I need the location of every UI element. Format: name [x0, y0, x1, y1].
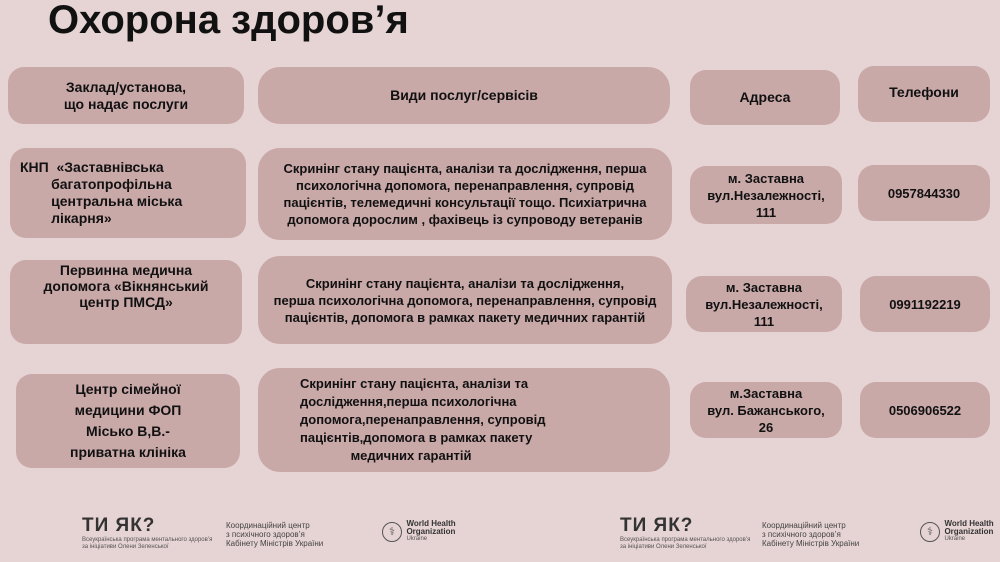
- row1-phone: 0957844330: [858, 165, 990, 221]
- tiyak-logo-text: ТИ ЯК?: [82, 515, 156, 536]
- header-address: Адреса: [690, 70, 840, 125]
- row2-institution: Первинна медична допомога «Вікнянський центр ПМСД»: [10, 260, 242, 344]
- row1-services: Скринінг стану пацієнта, аналізи та дослідження, перша психологічна допомога, перенаправлення, супровід пацієнтів, телемедичні консультації тощо. Психіатрична допомога дорослим , фахівець із супроводу ветеранів: [258, 148, 672, 240]
- footer-coordination-center-2: Координаційний центр з психічного здоров’я Кабінету Міністрів України: [762, 521, 860, 548]
- who-subtitle-2: Ukraine: [944, 536, 966, 542]
- row3-services: Скринінг стану пацієнта, аналізи та дослідження,перша психологічна допомога,перенаправлення, супровід пацієнтів,допомога в рамках пакету медичних гарантій: [258, 368, 670, 472]
- header-services: Види послуг/сервісів: [258, 67, 670, 124]
- who-emblem-icon-2: ⚕: [920, 522, 940, 542]
- who-subtitle: Ukraine: [406, 536, 428, 542]
- row3-phone: 0506906522: [860, 382, 990, 438]
- tiyak-logo-subtitle: Всеукраїнська програма ментального здоров’я за ініціативи Олени Зеленської: [82, 537, 213, 550]
- header-institution: Заклад/установа, що надає послуги: [8, 67, 244, 124]
- tiyak-logo-text-2: ТИ ЯК?: [620, 515, 694, 536]
- page-title: Охорона здоров’я: [48, 0, 409, 42]
- footer-who-logo-2: [920, 520, 994, 555]
- footer-logo-tiyak: [82, 515, 212, 550]
- row1-address: м. Заставна вул.Незалежності, 111: [690, 166, 842, 224]
- row3-address: м.Заставна вул. Бажанського, 26: [690, 382, 842, 438]
- who-text-2: World Health Organization: [944, 519, 994, 536]
- row2-services: Скринінг стану пацієнта, аналізи та дослідження, перша психологічна допомога, перенаправлення, супровід пацієнтів, допомога в рамках пакету медичних гарантій: [258, 256, 672, 344]
- who-emblem-icon: ⚕: [382, 522, 402, 542]
- row2-address: м. Заставна вул.Незалежності, 111: [686, 276, 842, 332]
- row3-institution: Центр сімейної медицини ФОП Місько В,В.- приватна клініка: [16, 374, 240, 468]
- tiyak-logo-subtitle-2: Всеукраїнська програма ментального здоров’я за ініціативи Олени Зеленської: [620, 537, 751, 550]
- row1-institution: КНП «Заставнівська багатопрофільна центральна міська лікарня»: [10, 148, 246, 238]
- header-phones: Телефони: [858, 66, 990, 122]
- footer-logo-tiyak-2: [620, 515, 750, 550]
- footer-who-logo: [382, 520, 456, 555]
- row2-phone: 0991192219: [860, 276, 990, 332]
- who-text: World Health Organization: [406, 519, 456, 536]
- footer-coordination-center: Координаційний центр з психічного здоров’я Кабінету Міністрів України: [226, 521, 324, 548]
